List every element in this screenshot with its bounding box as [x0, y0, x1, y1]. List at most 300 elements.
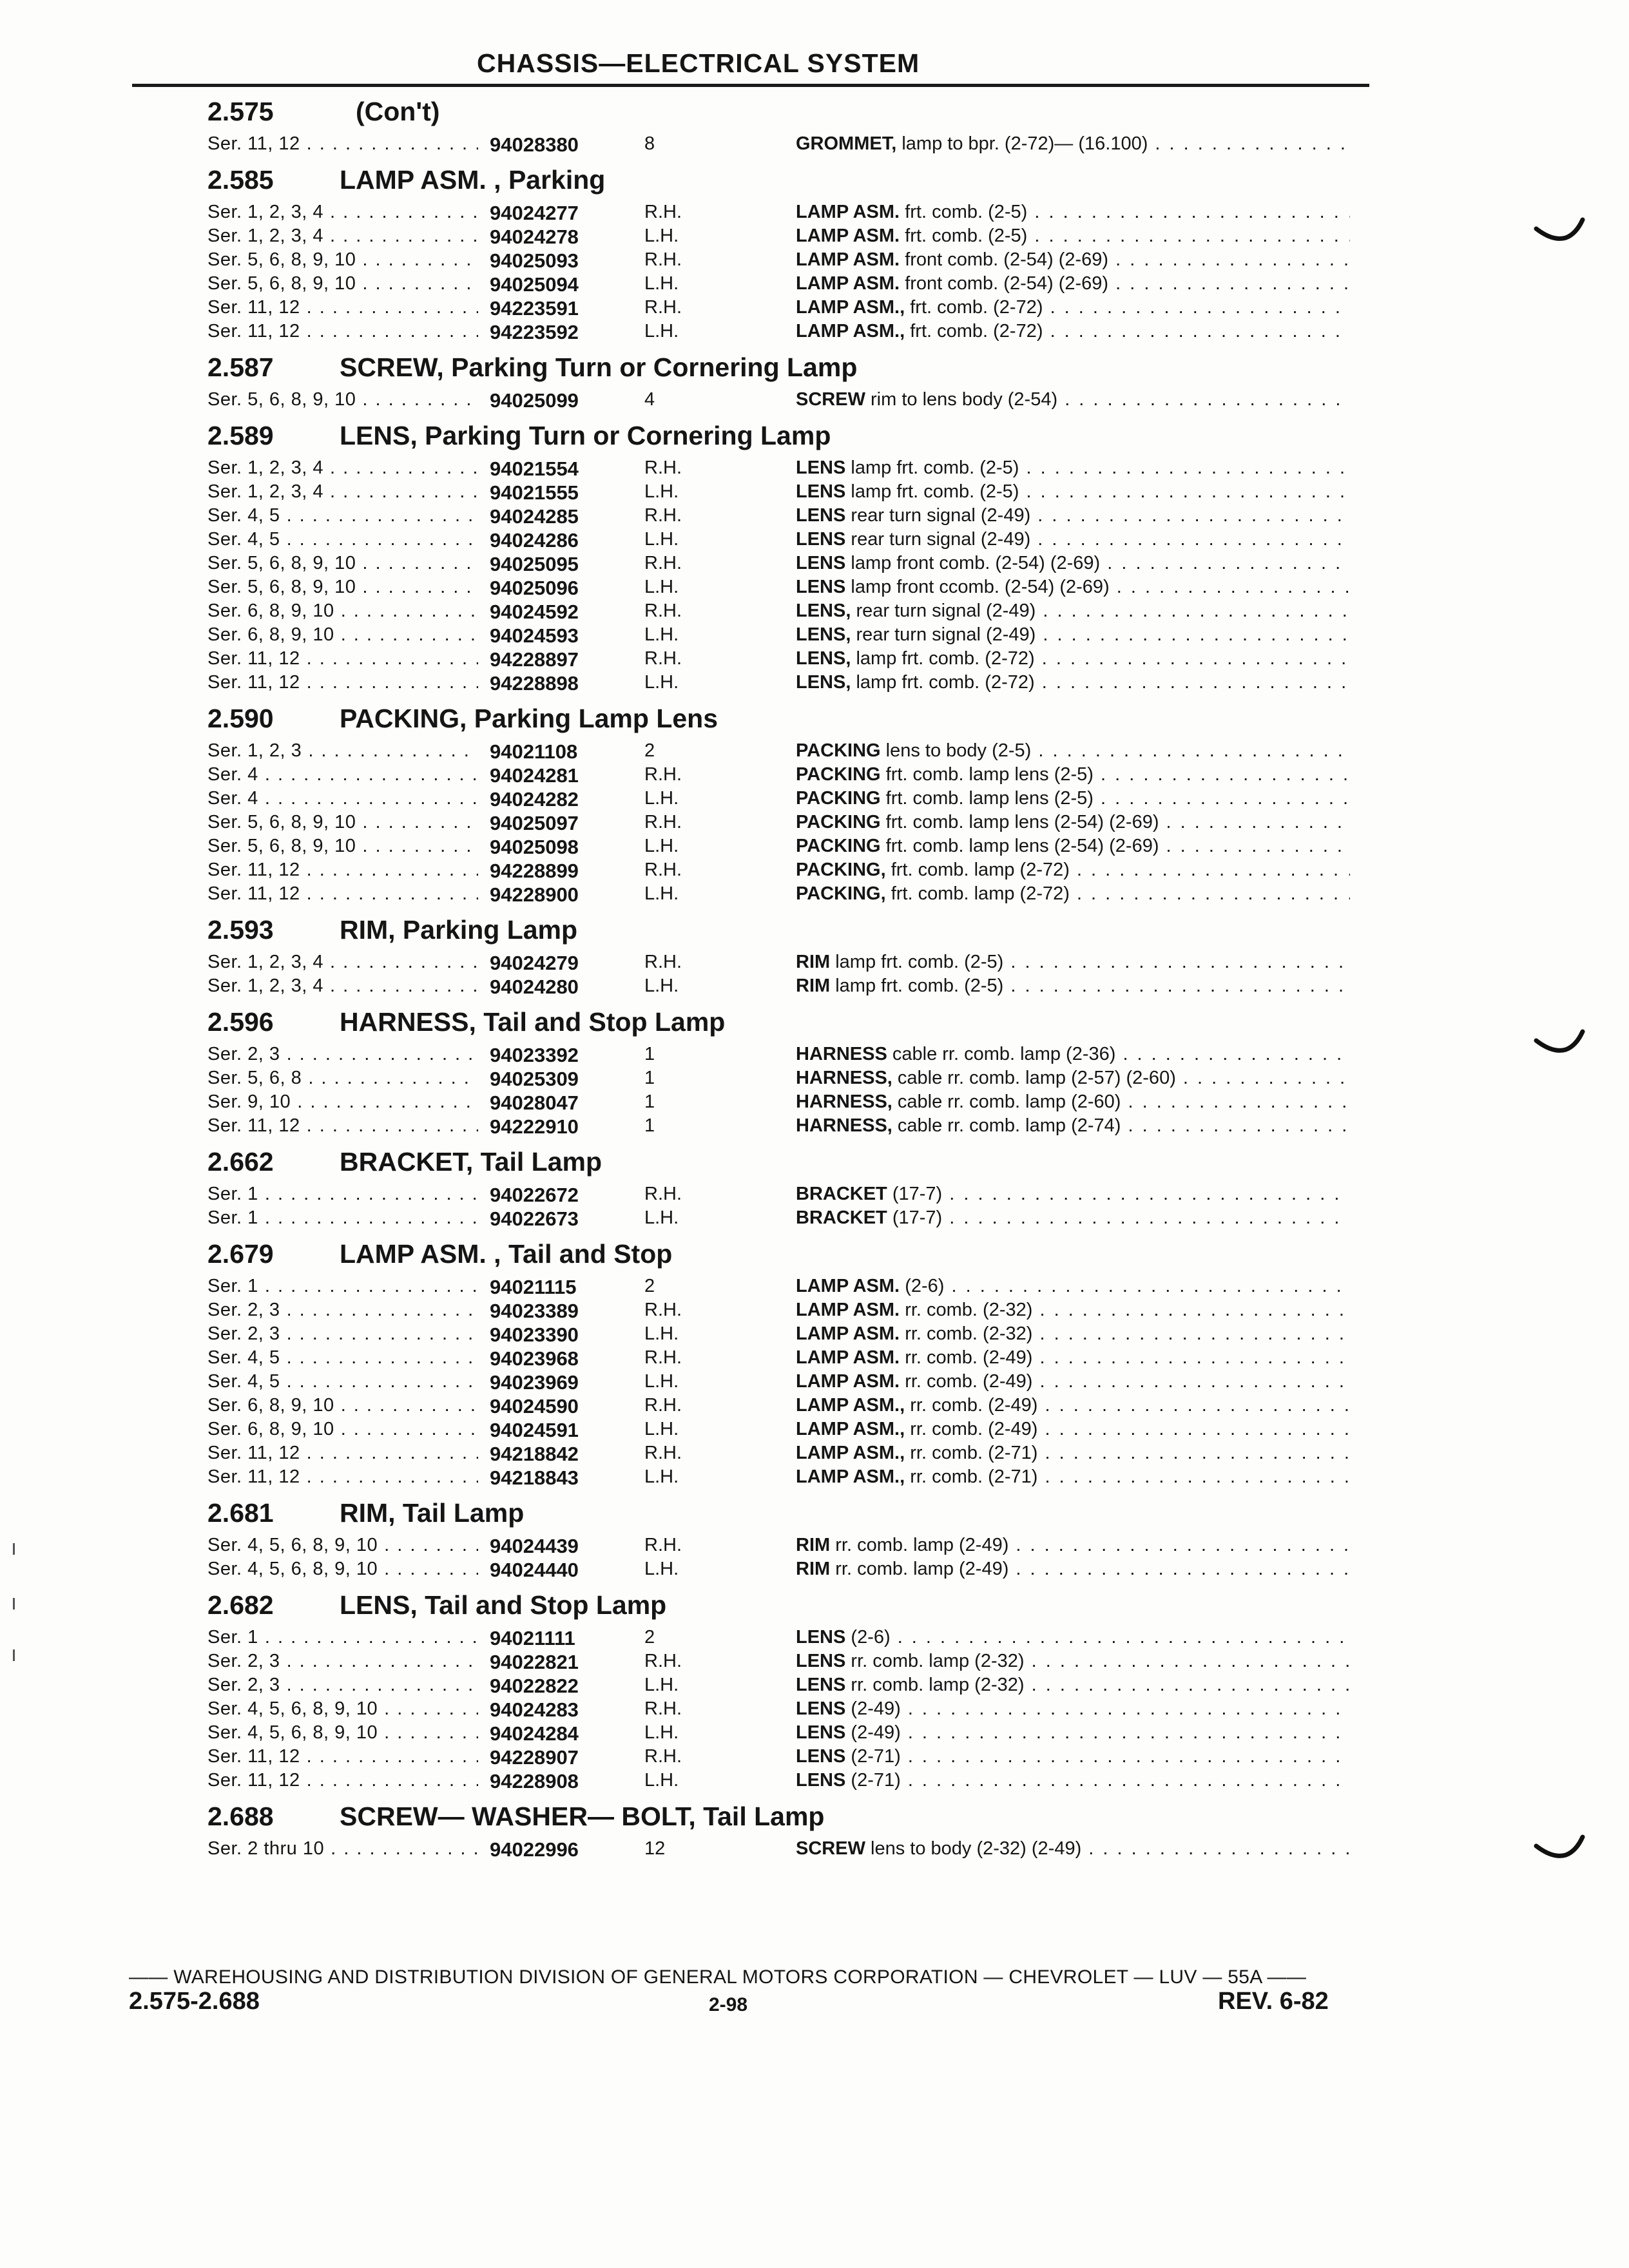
part-description [796, 457, 1350, 479]
description-keyword: LENS [796, 1746, 846, 1767]
section-title: BRACKET, Tail Lamp [340, 1147, 602, 1177]
serial-range: Ser. 5, 6, 8, 9, 10 . . . [207, 812, 478, 833]
section-title: PACKING, Parking Lamp Lens [340, 704, 718, 733]
quantity-or-side: R.H. [644, 1300, 682, 1320]
serial-range: Ser. 11, 12 . . . [207, 297, 478, 318]
part-number: 94025309 [490, 1068, 579, 1090]
quantity-or-side: R.H. [644, 553, 682, 573]
serial-range: Ser. 5, 6, 8, 9, 10 . . . [207, 577, 478, 598]
part-row [0, 1347, 1629, 1371]
description-keyword: LAMP ASM., [796, 1419, 905, 1439]
serial-range: Ser. 9, 10 . . . [207, 1091, 478, 1113]
quantity-or-side: R.H. [644, 457, 682, 478]
part-description [796, 975, 1350, 997]
margin-mark [13, 1649, 15, 1661]
section-number: 2.681 [207, 1498, 274, 1528]
part-description [796, 624, 1350, 646]
part-row [0, 860, 1629, 883]
description-keyword: RIM [796, 975, 831, 996]
description-keyword: LENS [796, 457, 846, 478]
part-description [796, 133, 1350, 155]
part-number: 94023969 [490, 1371, 579, 1394]
part-description [796, 321, 1350, 342]
part-number: 94228898 [490, 672, 579, 695]
serial-range: Ser. 11, 12 . . . [207, 1746, 478, 1767]
part-row [0, 1627, 1629, 1651]
part-row [0, 1675, 1629, 1698]
part-row [0, 1323, 1629, 1347]
part-row [0, 1395, 1629, 1419]
section-title: LENS, Tail and Stop Lamp [340, 1590, 667, 1620]
part-description [796, 1419, 1350, 1440]
description-text: rr. comb. (2-32) [905, 1323, 1033, 1344]
part-row [0, 1535, 1629, 1559]
part-description [796, 1276, 1350, 1297]
part-description [796, 249, 1350, 271]
quantity-or-side: 8 [644, 133, 655, 154]
part-description [796, 1838, 1350, 1860]
part-description [796, 1746, 1350, 1767]
part-description [796, 297, 1350, 318]
part-description [796, 672, 1350, 693]
description-keyword: RIM [796, 1535, 831, 1555]
description-keyword: RIM [796, 1559, 831, 1579]
description-text: lamp to bpr. (2-72)— (16.100) [901, 133, 1148, 154]
quantity-or-side: L.H. [644, 672, 679, 693]
part-row [0, 1091, 1629, 1115]
part-row [0, 1276, 1629, 1300]
part-number: 94218843 [490, 1466, 579, 1489]
description-text: rear turn signal (2-49) [856, 601, 1036, 621]
description-keyword: LAMP ASM., [796, 1466, 905, 1487]
description-keyword: LAMP ASM. [796, 273, 900, 294]
part-description [796, 952, 1350, 973]
description-text: lens to body (2-32) (2-49) [871, 1838, 1082, 1859]
part-number: 94024440 [490, 1559, 579, 1581]
description-keyword: LAMP ASM. [796, 249, 900, 270]
serial-range: Ser. 11, 12 . . . [207, 672, 478, 693]
part-row [0, 1068, 1629, 1091]
description-text: lamp frt. comb. (2-72) [856, 648, 1035, 669]
description-keyword: LENS [796, 529, 846, 550]
serial-range: Ser. 4, 5 . . . [207, 505, 478, 526]
description-keyword: LENS [796, 577, 846, 597]
serial-range: Ser. 4, 5, 6, 8, 9, 10 . . . [207, 1722, 478, 1744]
part-number: 94024439 [490, 1535, 579, 1557]
part-row [0, 836, 1629, 860]
section-title: LAMP ASM. , Parking [340, 165, 606, 195]
serial-range: Ser. 6, 8, 9, 10 . . . [207, 1395, 478, 1416]
serial-range: Ser. 11, 12 . . . [207, 1770, 478, 1791]
part-number: 94024286 [490, 529, 579, 552]
section-title: HARNESS, Tail and Stop Lamp [340, 1007, 726, 1037]
description-keyword: PACKING, [796, 860, 886, 880]
part-number: 94024282 [490, 788, 579, 811]
part-description [796, 1770, 1350, 1791]
serial-range: Ser. 5, 6, 8, 9, 10 . . . [207, 249, 478, 271]
quantity-or-side: 4 [644, 389, 655, 410]
part-row [0, 624, 1629, 648]
quantity-or-side: R.H. [644, 1347, 682, 1368]
part-number: 94024280 [490, 975, 579, 998]
section-number: 2.682 [207, 1590, 274, 1620]
part-description [796, 481, 1350, 503]
description-keyword: LAMP ASM., [796, 297, 905, 318]
description-keyword: HARNESS, [796, 1115, 892, 1136]
serial-range: Ser. 1, 2, 3 . . . [207, 740, 478, 762]
serial-range: Ser. 4 . . . [207, 764, 478, 785]
part-row [0, 553, 1629, 577]
part-description [796, 1300, 1350, 1321]
part-number: 94022996 [490, 1838, 579, 1861]
quantity-or-side: R.H. [644, 249, 682, 270]
part-number: 94023390 [490, 1323, 579, 1346]
part-number: 94024592 [490, 601, 579, 623]
part-number: 94023392 [490, 1044, 579, 1066]
description-keyword: LAMP ASM., [796, 321, 905, 341]
part-description [796, 505, 1350, 526]
part-row [0, 1722, 1629, 1746]
description-text: lamp frt. comb. (2-5) [835, 952, 1004, 972]
quantity-or-side: L.H. [644, 624, 679, 645]
serial-range: Ser. 1, 2, 3, 4 . . . [207, 952, 478, 973]
serial-range: Ser. 1 . . . [207, 1627, 478, 1648]
serial-range: Ser. 6, 8, 9, 10 . . . [207, 601, 478, 622]
part-row [0, 321, 1629, 345]
serial-range: Ser. 11, 12 . . . [207, 883, 478, 905]
description-keyword: LENS, [796, 672, 851, 693]
part-number: 94025094 [490, 273, 579, 296]
description-keyword: PACKING [796, 836, 881, 856]
description-keyword: PACKING [796, 740, 881, 761]
description-keyword: LAMP ASM. [796, 226, 900, 246]
quantity-or-side: R.H. [644, 1698, 682, 1719]
part-description [796, 1068, 1350, 1089]
description-keyword: RIM [796, 952, 831, 972]
part-row [0, 389, 1629, 413]
description-keyword: PACKING [796, 788, 881, 809]
description-keyword: LENS [796, 553, 846, 573]
serial-range: Ser. 1 . . . [207, 1207, 478, 1229]
serial-range: Ser. 2, 3 . . . [207, 1651, 478, 1672]
quantity-or-side: R.H. [644, 1184, 682, 1204]
part-row [0, 577, 1629, 601]
quantity-or-side: L.H. [644, 975, 679, 996]
section-title: SCREW, Parking Turn or Cornering Lamp [340, 352, 858, 382]
part-description [796, 1675, 1350, 1696]
part-number: 94028380 [490, 133, 579, 156]
part-description [796, 740, 1350, 762]
quantity-or-side: R.H. [644, 202, 682, 222]
part-description [796, 883, 1350, 905]
quantity-or-side: R.H. [644, 1395, 682, 1416]
description-keyword: LENS, [796, 601, 851, 621]
description-keyword: SCREW [796, 389, 865, 410]
part-row [0, 297, 1629, 321]
part-description [796, 1347, 1350, 1369]
description-text: frt. comb. (2-5) [905, 226, 1028, 246]
part-row [0, 601, 1629, 624]
section-number: 2.688 [207, 1802, 274, 1831]
serial-range: Ser. 6, 8, 9, 10 . . . [207, 1419, 478, 1440]
description-text: rear turn signal (2-49) [856, 624, 1036, 645]
serial-range: Ser. 5, 6, 8, 9, 10 . . . [207, 553, 478, 574]
description-text: lamp frt. comb. (2-5) [851, 457, 1019, 478]
description-keyword: LENS [796, 1770, 846, 1791]
description-text: rear turn signal (2-49) [851, 529, 1031, 550]
serial-range: Ser. 6, 8, 9, 10 . . . [207, 624, 478, 646]
margin-mark [13, 1543, 15, 1555]
part-number: 94025097 [490, 812, 579, 834]
header-rule [132, 84, 1369, 87]
description-keyword: HARNESS [796, 1044, 887, 1064]
serial-range: Ser. 4, 5, 6, 8, 9, 10 . . . [207, 1559, 478, 1580]
part-description [796, 788, 1350, 809]
description-keyword: LAMP ASM. [796, 1347, 900, 1368]
serial-range: Ser. 4, 5, 6, 8, 9, 10 . . . [207, 1535, 478, 1556]
description-text: frt. comb. lamp (2-72) [891, 860, 1070, 880]
description-text: frt. comb. lamp lens (2-5) [885, 788, 1094, 809]
quantity-or-side: L.H. [644, 577, 679, 597]
part-description [796, 389, 1350, 410]
part-row [0, 1651, 1629, 1675]
part-description [796, 601, 1350, 622]
part-row [0, 249, 1629, 273]
page-header-title: CHASSIS—ELECTRICAL SYSTEM [477, 48, 920, 78]
description-text: rr. comb. (2-49) [905, 1371, 1033, 1392]
serial-range: Ser. 1, 2, 3, 4 . . . [207, 481, 478, 503]
part-number: 94025093 [490, 249, 579, 272]
part-row [0, 672, 1629, 696]
part-description [796, 1395, 1350, 1416]
part-description [796, 1091, 1350, 1113]
part-description [796, 764, 1350, 785]
part-description [796, 577, 1350, 598]
quantity-or-side: R.H. [644, 952, 682, 972]
description-keyword: LAMP ASM., [796, 1395, 905, 1416]
serial-range: Ser. 11, 12 . . . [207, 321, 478, 342]
part-number: 94222910 [490, 1115, 579, 1138]
quantity-or-side: L.H. [644, 1559, 679, 1579]
footer-section-range: 2.575-2.688 [129, 1988, 260, 2015]
part-description [796, 1627, 1350, 1648]
serial-range: Ser. 1, 2, 3, 4 . . . [207, 202, 478, 223]
part-row [0, 788, 1629, 812]
description-text: (2-49) [851, 1698, 901, 1719]
part-row [0, 202, 1629, 226]
part-number: 94228908 [490, 1770, 579, 1792]
description-text: front comb. (2-54) (2-69) [905, 249, 1109, 270]
part-number: 94024279 [490, 952, 579, 974]
description-text: rr. comb. (2-32) [905, 1300, 1033, 1320]
serial-range: Ser. 5, 6, 8, 9, 10 . . . [207, 273, 478, 294]
quantity-or-side: L.H. [644, 226, 679, 246]
part-number: 94223591 [490, 297, 579, 320]
checkmark-icon [1534, 216, 1585, 248]
serial-range: Ser. 4, 5 . . . [207, 529, 478, 550]
quantity-or-side: R.H. [644, 1746, 682, 1767]
part-number: 94024281 [490, 764, 579, 787]
description-text: frt. comb. lamp lens (2-5) [885, 764, 1094, 785]
part-description [796, 1044, 1350, 1065]
quantity-or-side: 2 [644, 1627, 655, 1648]
description-text: (17-7) [892, 1207, 943, 1228]
description-text: rr. comb. lamp (2-32) [851, 1675, 1025, 1695]
description-text: rr. comb. (2-71) [910, 1466, 1038, 1487]
description-text: (2-71) [851, 1770, 901, 1791]
part-description [796, 1323, 1350, 1345]
section-title: RIM, Parking Lamp [340, 915, 578, 945]
description-keyword: LAMP ASM. [796, 1323, 900, 1344]
footer-distribution-line: —— WAREHOUSING AND DISTRIBUTION DIVISION OF GENERAL MOTORS CORPORATION — CHEVROLET — LUV — 55A —— [129, 1966, 1307, 1988]
quantity-or-side: L.H. [644, 1675, 679, 1695]
description-keyword: PACKING, [796, 883, 886, 904]
part-number: 94021115 [490, 1276, 577, 1298]
section-number: 2.585 [207, 165, 274, 195]
description-text: cable rr. comb. lamp (2-60) [897, 1091, 1121, 1112]
part-description [796, 1184, 1350, 1205]
serial-range: Ser. 1, 2, 3, 4 . . . [207, 975, 478, 997]
part-description [796, 812, 1350, 833]
section-number: 2.679 [207, 1239, 274, 1269]
part-row [0, 1300, 1629, 1323]
description-keyword: HARNESS, [796, 1068, 892, 1088]
margin-mark [13, 1598, 15, 1610]
quantity-or-side: L.H. [644, 883, 679, 904]
part-number: 94024278 [490, 226, 579, 248]
section-number: 2.587 [207, 352, 274, 382]
description-text: cable rr. comb. lamp (2-36) [892, 1044, 1116, 1064]
part-number: 94022672 [490, 1184, 579, 1206]
description-text: (2-49) [851, 1722, 901, 1743]
quantity-or-side: R.H. [644, 860, 682, 880]
part-row [0, 648, 1629, 672]
description-text: (2-71) [851, 1746, 901, 1767]
part-description [796, 1115, 1350, 1137]
part-row [0, 764, 1629, 788]
quantity-or-side: R.H. [644, 505, 682, 526]
description-text: rr. comb. lamp (2-32) [851, 1651, 1025, 1671]
serial-range: Ser. 4, 5 . . . [207, 1371, 478, 1392]
section-number: 2.662 [207, 1147, 274, 1177]
description-text: (2-6) [905, 1276, 945, 1296]
part-row [0, 529, 1629, 553]
part-number: 94021108 [490, 740, 578, 763]
part-description [796, 529, 1350, 550]
description-text: rr. comb. lamp (2-49) [835, 1559, 1009, 1579]
part-description [796, 1651, 1350, 1672]
quantity-or-side: L.H. [644, 836, 679, 856]
description-text: cable rr. comb. lamp (2-57) (2-60) [897, 1068, 1176, 1088]
quantity-or-side: L.H. [644, 321, 679, 341]
part-number: 94024590 [490, 1395, 579, 1418]
part-description [796, 226, 1350, 247]
description-keyword: LAMP ASM. [796, 1300, 900, 1320]
description-text: front comb. (2-54) (2-69) [905, 273, 1109, 294]
part-number: 94021554 [490, 457, 579, 480]
quantity-or-side: L.H. [644, 1419, 679, 1439]
serial-range: Ser. 1, 2, 3, 4 . . . [207, 226, 478, 247]
part-description [796, 1371, 1350, 1392]
section-title: LAMP ASM. , Tail and Stop [340, 1239, 673, 1269]
description-keyword: LAMP ASM. [796, 1276, 900, 1296]
part-row [0, 1184, 1629, 1207]
serial-range: Ser. 5, 6, 8, 9, 10 . . . [207, 389, 478, 410]
checkmark-icon [1534, 1028, 1585, 1060]
description-text: frt. comb. (2-72) [910, 321, 1043, 341]
description-keyword: BRACKET [796, 1207, 887, 1228]
quantity-or-side: L.H. [644, 1722, 679, 1743]
description-text: rr. comb. (2-49) [910, 1419, 1038, 1439]
part-row [0, 481, 1629, 505]
part-number: 94025095 [490, 553, 579, 575]
part-row [0, 740, 1629, 764]
quantity-or-side: 2 [644, 1276, 655, 1296]
quantity-or-side: 12 [644, 1838, 666, 1859]
section-number: 2.575 [207, 97, 274, 126]
section-title: LENS, Parking Turn or Cornering Lamp [340, 421, 831, 450]
serial-range: Ser. 2, 3 . . . [207, 1675, 478, 1696]
description-text: frt. comb. (2-72) [910, 297, 1043, 318]
part-row [0, 505, 1629, 529]
description-text: rim to lens body (2-54) [871, 389, 1058, 410]
description-keyword: LENS [796, 1722, 846, 1743]
description-text: lamp frt. comb. (2-5) [835, 975, 1004, 996]
part-number: 94025096 [490, 577, 579, 599]
description-text: frt. comb. (2-5) [905, 202, 1028, 222]
serial-range: Ser. 2 thru 10 . . . [207, 1838, 478, 1860]
footer-page-number: 2-98 [709, 1994, 748, 2015]
serial-range: Ser. 11, 12 . . . [207, 1443, 478, 1464]
description-text: rr. comb. (2-49) [910, 1395, 1038, 1416]
part-description [796, 836, 1350, 857]
part-number: 94021555 [490, 481, 579, 504]
serial-range: Ser. 4, 5, 6, 8, 9, 10 . . . [207, 1698, 478, 1720]
part-number: 94028047 [490, 1091, 579, 1114]
quantity-or-side: R.H. [644, 1535, 682, 1555]
section-number: 2.589 [207, 421, 274, 450]
part-number: 94024593 [490, 624, 579, 647]
part-row [0, 1466, 1629, 1490]
part-row [0, 1371, 1629, 1395]
serial-range: Ser. 11, 12 . . . [207, 1466, 478, 1488]
description-text: lamp front ccomb. (2-54) (2-69) [851, 577, 1110, 597]
part-number: 94024284 [490, 1722, 579, 1745]
part-description [796, 860, 1350, 881]
description-keyword: LAMP ASM., [796, 1443, 905, 1463]
description-text: frt. comb. lamp lens (2-54) (2-69) [885, 812, 1159, 832]
part-number: 94024285 [490, 505, 579, 528]
quantity-or-side: 1 [644, 1091, 655, 1112]
quantity-or-side: R.H. [644, 1443, 682, 1463]
part-row [0, 1746, 1629, 1770]
part-row [0, 975, 1629, 999]
description-keyword: LENS [796, 505, 846, 526]
quantity-or-side: L.H. [644, 1770, 679, 1791]
quantity-or-side: 1 [644, 1044, 655, 1064]
part-row [0, 1838, 1629, 1862]
part-number: 94218842 [490, 1443, 579, 1465]
serial-range: Ser. 4 . . . [207, 788, 478, 809]
description-text: lens to body (2-5) [885, 740, 1032, 761]
quantity-or-side: 1 [644, 1068, 655, 1088]
part-description [796, 1559, 1350, 1580]
description-keyword: LENS [796, 1627, 846, 1648]
quantity-or-side: R.H. [644, 764, 682, 785]
part-description [796, 1466, 1350, 1488]
part-row [0, 1207, 1629, 1231]
part-row [0, 1770, 1629, 1794]
